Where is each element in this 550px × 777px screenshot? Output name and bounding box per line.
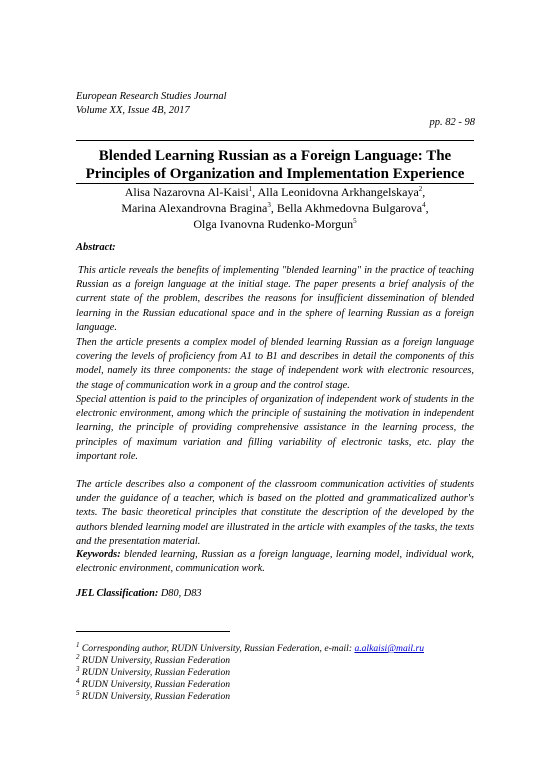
footnote-number: 2 [76,652,80,661]
footnote-text: RUDN University, Russian Federation [81,691,231,702]
footnote-5 [76,688,496,704]
footnote-text: Corresponding author, RUDN University, Russian Federation, e-mail: [81,643,353,654]
keywords-label: Keywords: [76,549,121,560]
title-line-1: Blended Learning Russian as a Foreign Language: The [98,148,452,164]
footnote-text: RUDN University, Russian Federation [81,679,231,690]
footnote-text: RUDN University, Russian Federation [81,655,231,666]
title-line-2: Principles of Organization and Implementation Experience [85,166,465,182]
author-line-3 [70,216,480,232]
footnote-number: 4 [76,676,80,685]
email-link[interactable]: a.alkaisi@mail.ru [354,643,425,654]
footnote-text: RUDN University, Russian Federation [81,667,231,678]
author-sup: 5 [353,217,357,225]
abstract-heading: Abstract: [76,242,116,253]
footnote-3 [76,664,496,680]
journal-name: European Research Studies Journal [76,91,227,102]
footnote-2 [76,652,496,668]
abstract-paragraph-2: Then the article presents a complex model of blended learning Russian as a foreign language covering the levels of proficiency from A1 to B1 and describes in detail the components of this model, namely its three components: the stage of independent work with electronic resources, the stage of communication work in a group and the control stage. [76,337,474,391]
author-name: Bella Akhmedovna Bulgarova [276,201,423,215]
footnote-rule [76,631,230,632]
journal-volume: Volume XX, Issue 4B, 2017 [76,105,190,116]
author-sup: 2 [418,185,423,193]
page-range: pp. 82 - 98 [429,117,475,128]
footnote-number: 5 [76,688,80,697]
footnote-1 [76,640,496,656]
jel-text: D80, D83 [160,588,202,599]
author-sup: 1 [248,185,253,193]
jel-classification [76,587,474,601]
footnote-4 [76,676,496,692]
jel-label: JEL Classification: [76,588,159,599]
author-name: Marina Alexandrovna Bragina [121,201,268,215]
author-line-2: Marina Alexandrovna Bragina$^3$, Bella Akhmedovna Bulgarova$^4$, [121,201,429,215]
author-name: Alla Leonidovna Arkhangelskaya [257,185,419,199]
paper-title [70,147,480,183]
abstract-paragraph-3: Special attention is paid to the principles of organization of independent work of students in the electronic environment, among which the principle of sustaining the motivation in independent learning, the principle of providing comprehensive assistance in the learning process, the principles of maximum variation and filling variability of electronic tasks, etc. play the important role. [76,394,474,462]
footnote-number: 1 [76,640,80,649]
abstract-paragraph-1: This article reveals the benefits of implementing "blended learning" in the practice of teaching Russian as a foreign language at the initial stage. The paper presents a brief analysis of the current state of the problem, describes the reasons for insufficient dissemination of blended learning in the Russian educational space and in the sphere of learning Russian as a foreign language. [76,265,474,333]
keywords [76,548,474,576]
abstract-paragraph-4: The article describes also a component of the classroom communication activities of students under the guidance of a teacher, which is based on the plotted and grammaticalized author's texts. The basic theoretical principles that constitute the description of the developed by the authors blended learning model are illustrated in the article with examples of the tasks, the texts and the presentation material. [76,479,474,547]
journal-header [76,90,227,118]
header-rule [76,140,474,141]
author-name: Alisa Nazarovna Al-Kaisi [124,185,249,199]
author-name: Olga Ivanovna Rudenko-Morgun [193,217,354,231]
author-line-1: Alisa Nazarovna Al-Kaisi$^1$, Alla Leonidovna Arkhangelskaya$^2$, [124,185,426,199]
keywords-text: blended learning, Russian as a foreign language, learning model, individual work, electronic environment, communication work. [76,549,475,575]
author-list [70,184,480,232]
footnote-number: 3 [76,664,80,673]
author-sup: 3 [267,201,271,209]
author-sup: 4 [422,201,426,209]
